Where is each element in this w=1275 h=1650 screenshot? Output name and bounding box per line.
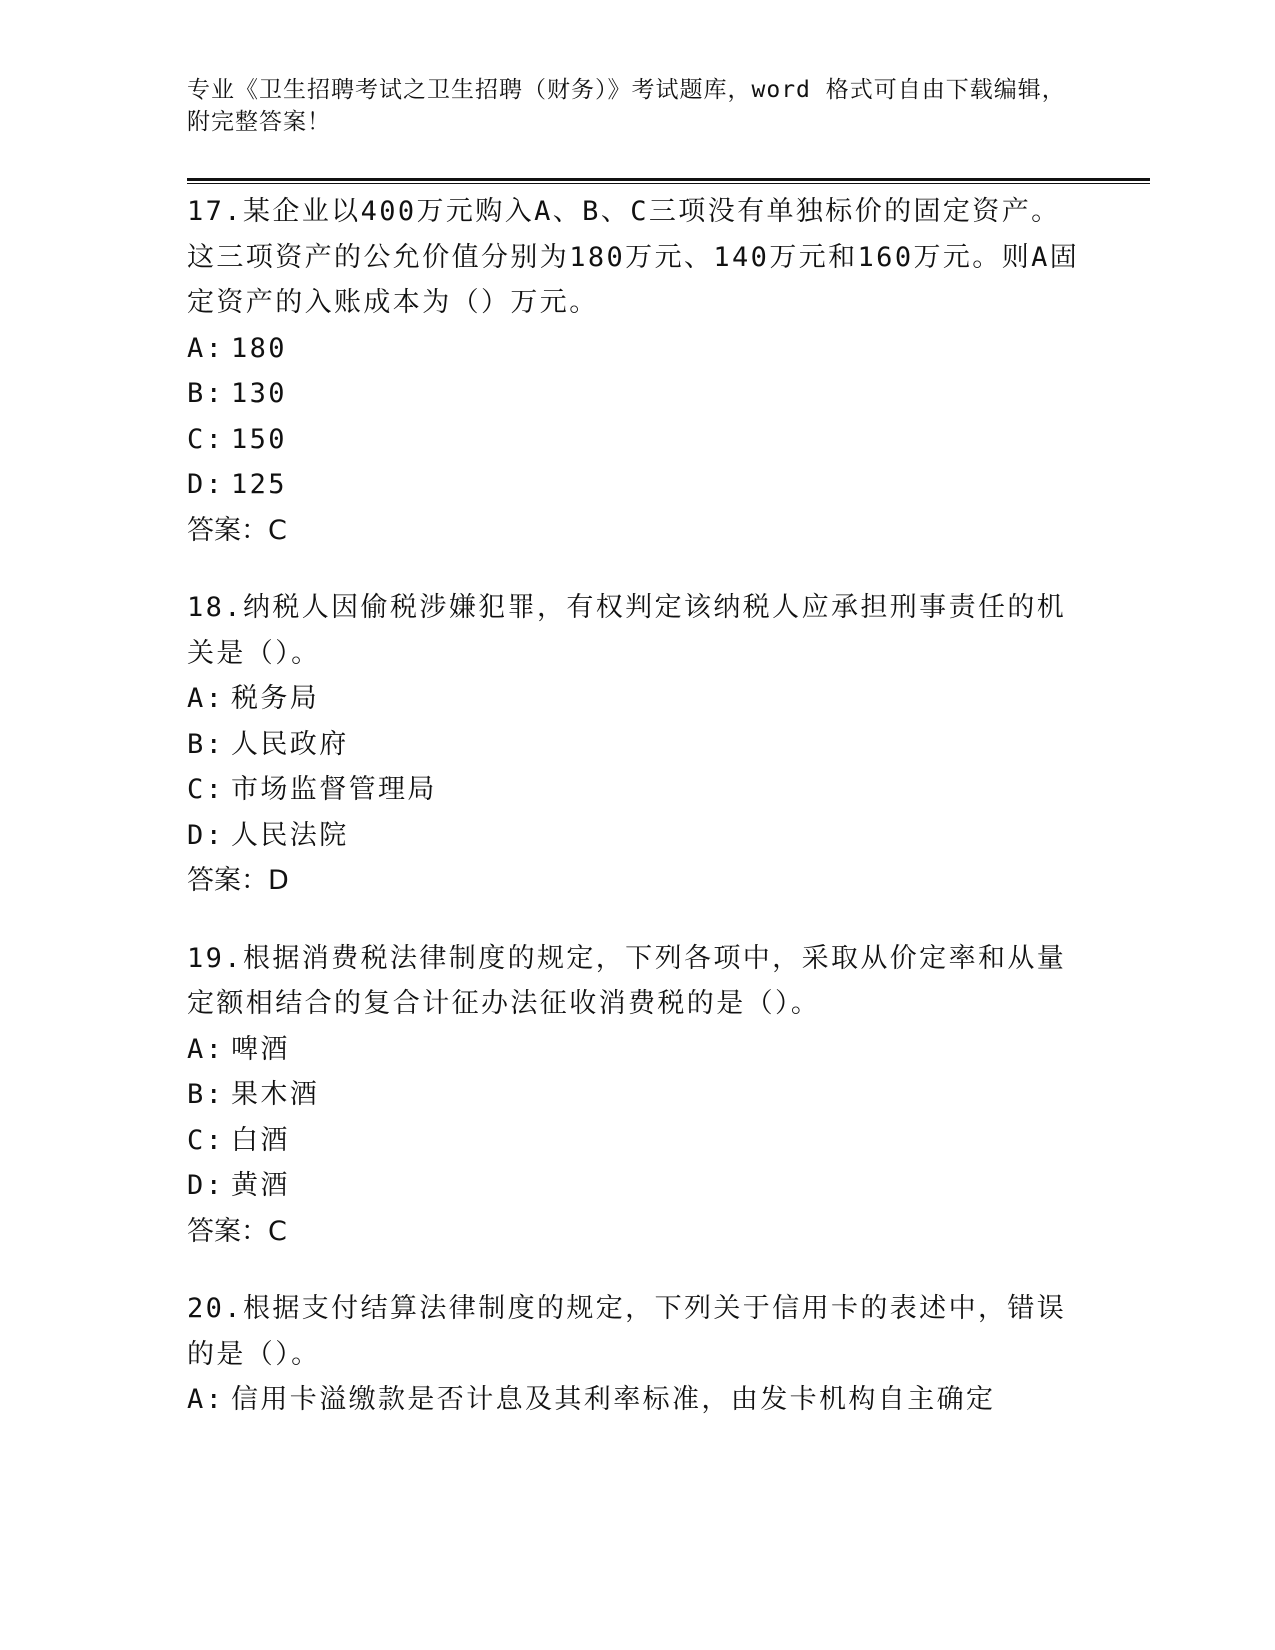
option-c xyxy=(187,417,1087,463)
option-text: 130 xyxy=(231,378,287,409)
option-text: 黄酒 xyxy=(231,1170,290,1201)
option-d xyxy=(187,1163,1087,1209)
question-18 xyxy=(187,585,1087,904)
option-label: B: xyxy=(187,1079,225,1110)
option-text: 人民法院 xyxy=(231,819,349,851)
option-text: 信用卡溢缴款是否计息及其利率标准，由发卡机构自主确定 xyxy=(231,1384,996,1415)
option-label: A: xyxy=(187,1384,225,1415)
option-label: B: xyxy=(187,728,225,760)
option-text: 税务局 xyxy=(231,683,320,714)
option-c xyxy=(187,1118,1087,1164)
answer-line xyxy=(187,508,1087,554)
option-text: 125 xyxy=(231,469,287,500)
option-label: D: xyxy=(187,1170,225,1201)
option-a xyxy=(187,1377,1087,1423)
option-text: 人民政府 xyxy=(231,728,349,760)
option-b xyxy=(187,371,1087,417)
question-list xyxy=(187,189,1087,1455)
document-header: 专业《卫生招聘考试之卫生招聘（财务）》考试题库，word 格式可自由下载编辑，附完整答案！ xyxy=(187,77,1066,135)
header-rule-thick xyxy=(187,178,1150,181)
option-a xyxy=(187,676,1087,722)
option-label: C: xyxy=(187,1124,225,1156)
option-c xyxy=(187,767,1087,813)
option-text: 180 xyxy=(231,332,287,364)
answer-value: C xyxy=(268,1215,287,1247)
option-b xyxy=(187,722,1087,768)
option-d xyxy=(187,813,1087,859)
option-text: 果木酒 xyxy=(231,1079,320,1110)
option-text: 150 xyxy=(231,423,287,455)
answer-label: 答案： xyxy=(187,1215,268,1247)
question-19 xyxy=(187,936,1087,1255)
header-rule-thin xyxy=(187,183,1150,184)
question-stem: 20.根据支付结算法律制度的规定，下列关于信用卡的表述中，错误的是（）。 xyxy=(187,1293,1067,1370)
question-17 xyxy=(187,189,1087,553)
option-label: A: xyxy=(187,332,225,364)
option-label: A: xyxy=(187,1033,225,1065)
option-label: A: xyxy=(187,683,225,714)
option-label: C: xyxy=(187,423,225,455)
question-stem: 17.某企业以400万元购入A、B、C三项没有单独标价的固定资产。这三项资产的公允价值分别为180万元、140万元和160万元。则A固定资产的入账成本为（）万元。 xyxy=(187,196,1080,318)
option-d xyxy=(187,462,1087,508)
answer-value: D xyxy=(268,865,289,896)
answer-label: 答案： xyxy=(187,514,268,546)
option-text: 啤酒 xyxy=(231,1033,290,1065)
option-label: B: xyxy=(187,378,225,409)
option-text: 白酒 xyxy=(231,1124,290,1156)
option-label: C: xyxy=(187,774,225,805)
option-b xyxy=(187,1072,1087,1118)
question-stem: 18.纳税人因偷税涉嫌犯罪，有权判定该纳税人应承担刑事责任的机关是（）。 xyxy=(187,592,1067,669)
answer-label: 答案： xyxy=(187,865,268,896)
option-label: D: xyxy=(187,469,225,500)
answer-line xyxy=(187,858,1087,904)
question-stem: 19.根据消费税法律制度的规定，下列各项中，采取从价定率和从量定额相结合的复合计征办法征收消费税的是（）。 xyxy=(187,942,1067,1019)
option-a xyxy=(187,326,1087,372)
answer-line xyxy=(187,1209,1087,1255)
option-a xyxy=(187,1027,1087,1073)
answer-value: C xyxy=(268,514,287,546)
option-label: D: xyxy=(187,819,225,851)
question-20 xyxy=(187,1286,1087,1423)
option-text: 市场监督管理局 xyxy=(231,774,437,805)
